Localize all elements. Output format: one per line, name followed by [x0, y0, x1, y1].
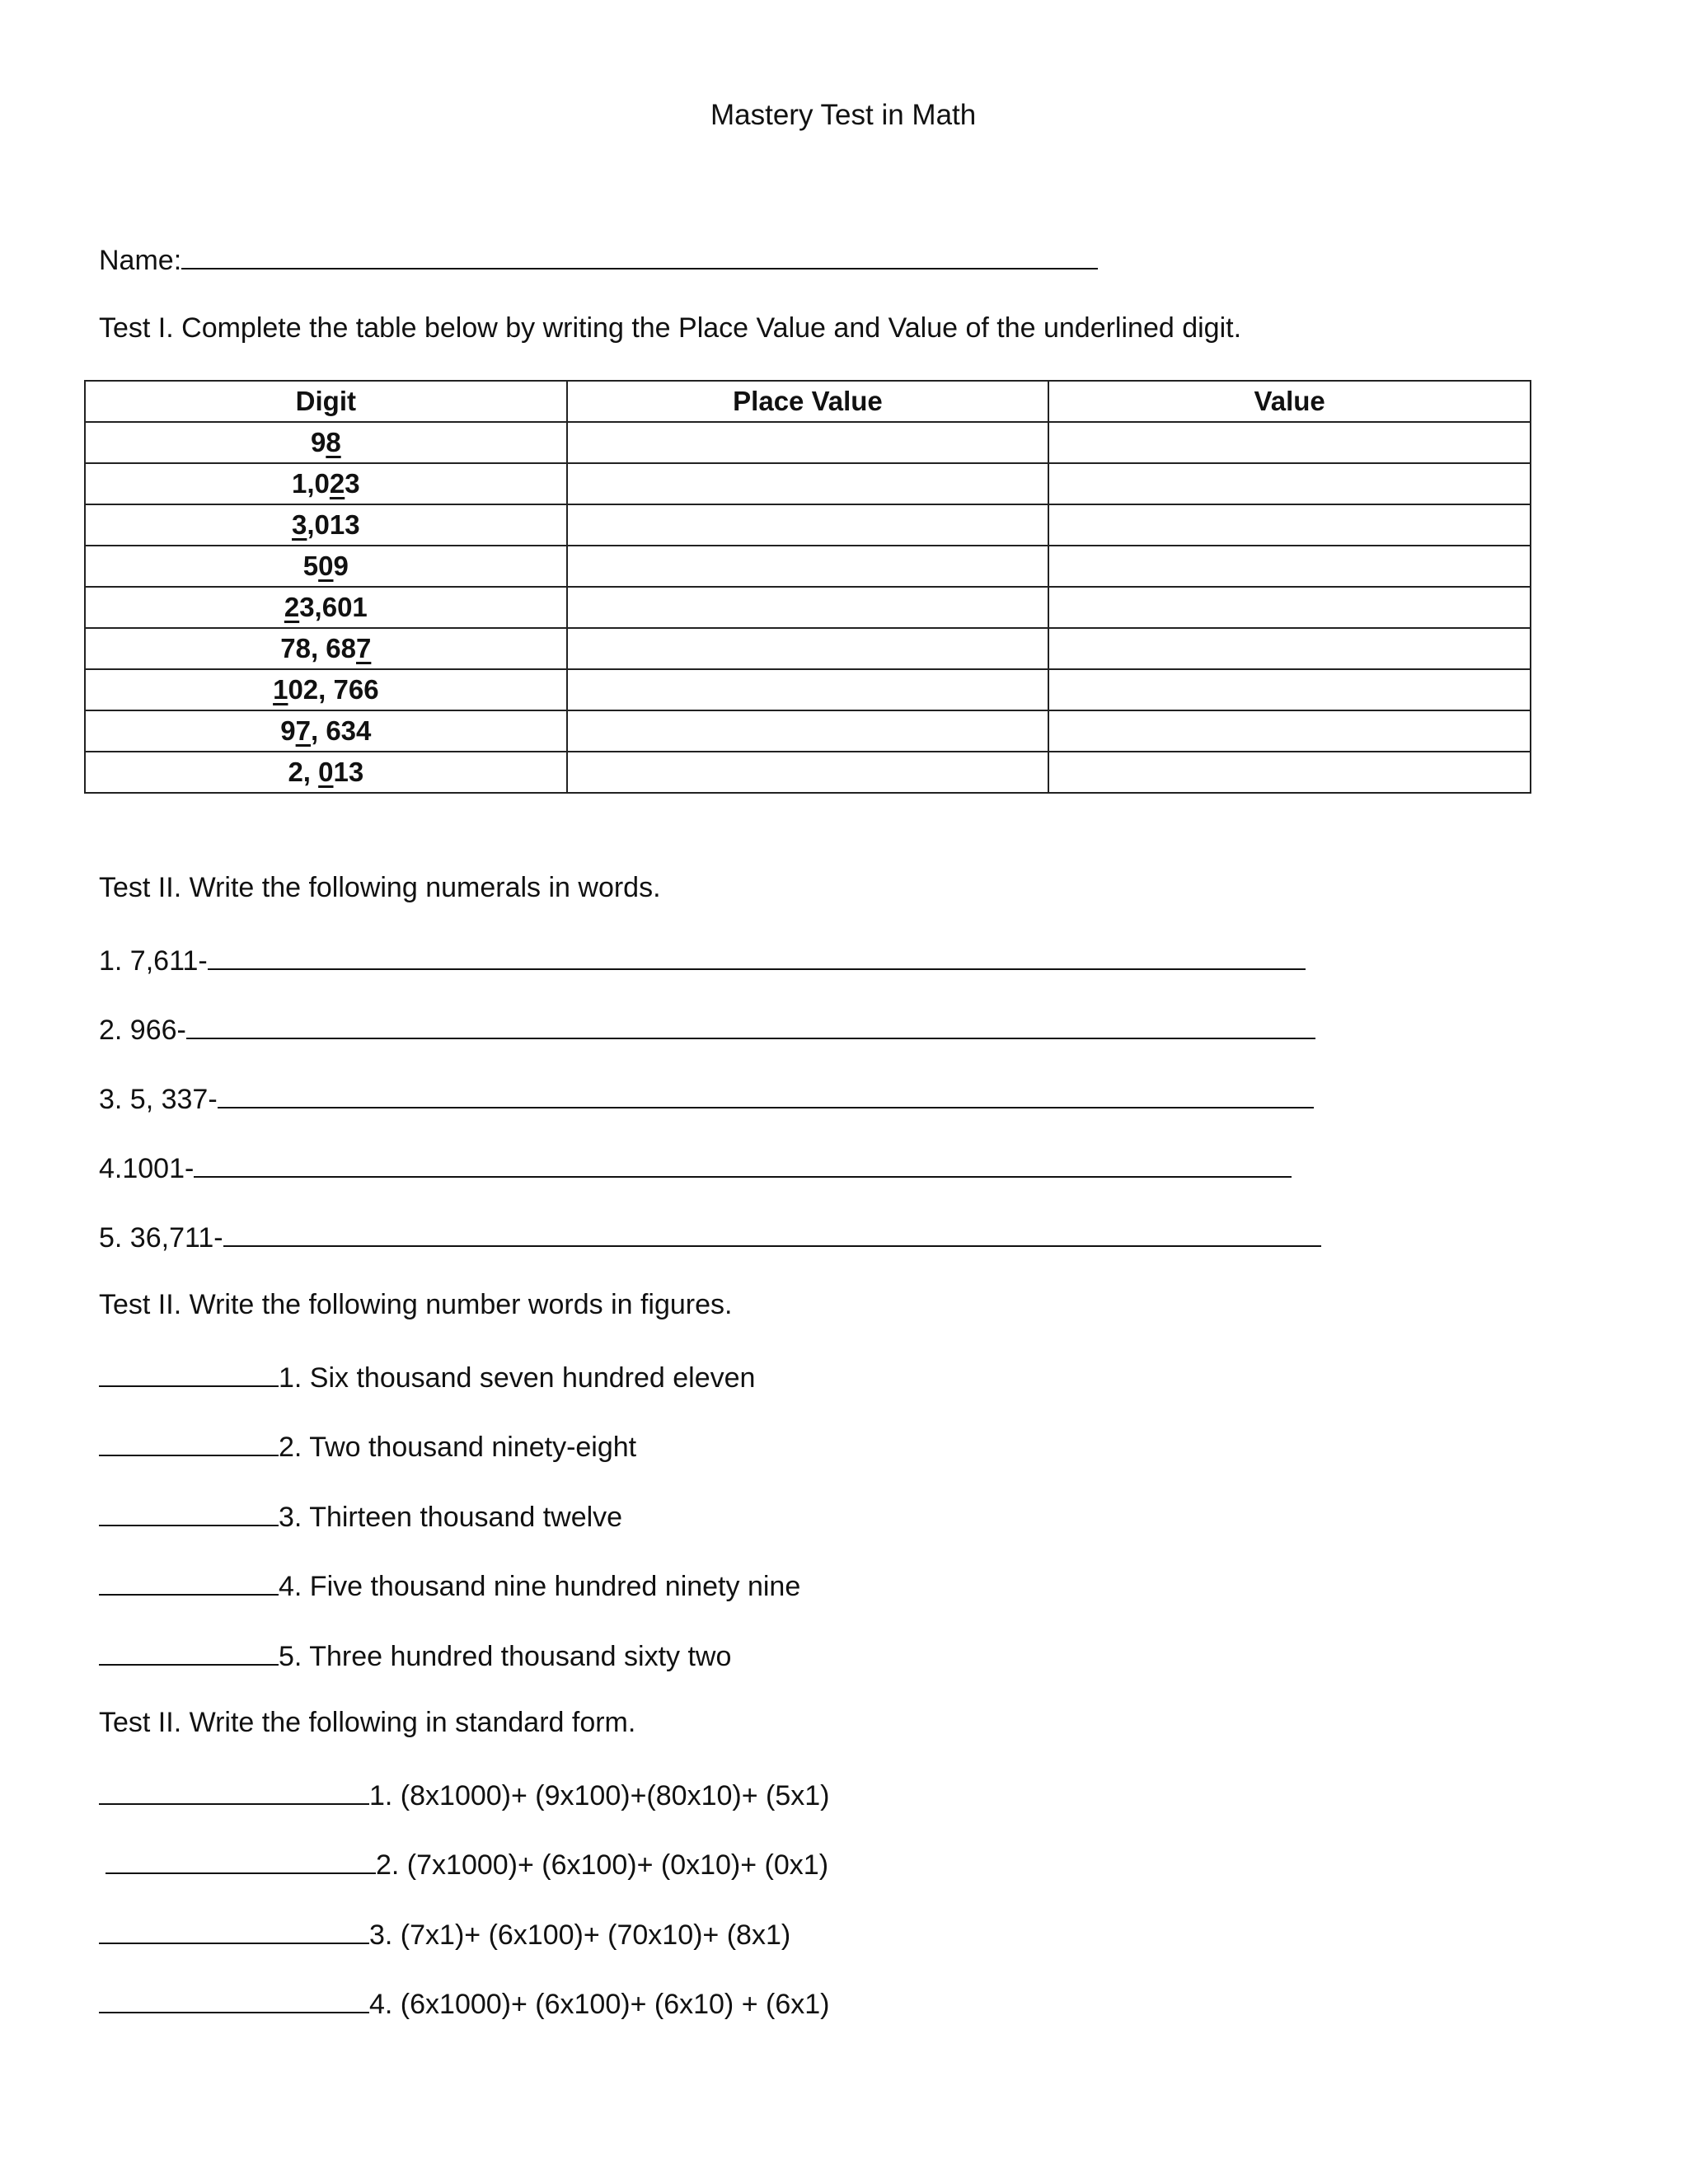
value-cell[interactable]: [1048, 628, 1531, 669]
numeral-item-4[interactable]: [99, 1149, 1292, 1185]
digit-cell: [85, 463, 567, 504]
test4-instruction: Test II. Write the following in standard form.: [99, 1707, 636, 1738]
expression-label: 3. (7x1)+ (6x100)+ (70x10)+ (8x1): [369, 1919, 791, 1951]
name-blank-line: [181, 241, 1098, 269]
underlined-digit: 8: [326, 427, 341, 457]
numeral-label: 1. 7,611-: [99, 945, 208, 977]
table-row: [85, 546, 1531, 587]
digit-text: 3,601: [299, 592, 368, 622]
expression-label: 4. (6x1000)+ (6x100)+ (6x10) + (6x1): [369, 1989, 830, 2020]
place-value-cell[interactable]: [567, 546, 1049, 587]
place-value-cell[interactable]: [567, 463, 1049, 504]
answer-line: [99, 1567, 279, 1596]
answer-line: [186, 1010, 1315, 1039]
value-cell[interactable]: [1048, 669, 1531, 710]
standard-item-2[interactable]: [106, 1845, 828, 1882]
digit-text: 9: [333, 551, 349, 581]
place-value-cell[interactable]: [567, 628, 1049, 669]
value-cell[interactable]: [1048, 422, 1531, 463]
numeral-item-1[interactable]: [99, 941, 1306, 977]
words-label: 4. Five thousand nine hundred ninety nine: [279, 1571, 801, 1602]
standard-item-3[interactable]: [99, 1915, 790, 1952]
place-value-cell[interactable]: [567, 710, 1049, 752]
table-row: [85, 752, 1531, 793]
digit-text: 3: [345, 468, 360, 499]
digit-text: 9: [310, 427, 326, 457]
place-value-cell[interactable]: [567, 504, 1049, 546]
place-value-cell[interactable]: [567, 669, 1049, 710]
words-item-4[interactable]: [99, 1567, 800, 1603]
digit-cell: [85, 504, 567, 546]
digit-text: 02, 766: [288, 674, 379, 705]
expression-label: 2. (7x1000)+ (6x100)+ (0x10)+ (0x1): [376, 1849, 829, 1881]
answer-line: [99, 1637, 279, 1666]
numeral-item-2[interactable]: [99, 1010, 1315, 1047]
table-row: [85, 463, 1531, 504]
words-item-3[interactable]: [99, 1497, 622, 1534]
test1-instruction: Test I. Complete the table below by writing the Place Value and Value of the underlined digit.: [99, 312, 1242, 344]
answer-line: [208, 941, 1306, 970]
place-value-cell[interactable]: [567, 752, 1049, 793]
numeral-item-5[interactable]: [99, 1218, 1321, 1254]
answer-line: [106, 1845, 376, 1874]
table-row: [85, 587, 1531, 628]
underlined-digit: 1: [273, 674, 288, 705]
digit-text: 78, 68: [280, 633, 357, 663]
digit-text: 1,0: [292, 468, 330, 499]
words-item-1[interactable]: [99, 1358, 755, 1394]
answer-line: [99, 1776, 369, 1805]
digit-text: 13: [333, 757, 364, 787]
underlined-digit: 0: [318, 551, 334, 581]
table-row: [85, 710, 1531, 752]
numeral-label: 5. 36,711-: [99, 1222, 223, 1254]
digit-text: , 634: [310, 715, 372, 746]
digit-cell: [85, 752, 567, 793]
value-cell[interactable]: [1048, 546, 1531, 587]
standard-item-4[interactable]: [99, 1985, 829, 2021]
underlined-digit: 3: [292, 509, 307, 540]
test3-instruction: Test II. Write the following number words in figures.: [99, 1289, 733, 1320]
answer-line: [218, 1080, 1314, 1108]
value-cell[interactable]: [1048, 504, 1531, 546]
underlined-digit: 7: [295, 715, 311, 746]
underlined-digit: 0: [318, 757, 334, 787]
place-value-table: [84, 380, 1531, 794]
answer-line: [223, 1218, 1321, 1247]
digit-text: 2,: [288, 757, 319, 787]
answer-line: [99, 1358, 279, 1387]
place-value-cell[interactable]: [567, 587, 1049, 628]
digit-cell: [85, 669, 567, 710]
standard-item-1[interactable]: [99, 1776, 829, 1812]
words-label: 3. Thirteen thousand twelve: [279, 1502, 623, 1533]
digit-cell: [85, 628, 567, 669]
digit-cell: [85, 546, 567, 587]
page-title: Mastery Test in Math: [710, 99, 977, 131]
digit-text: 5: [302, 551, 319, 581]
underlined-digit: 2: [329, 468, 345, 499]
name-label: Name:: [99, 245, 182, 276]
name-field[interactable]: [99, 241, 1098, 277]
digit-cell: [85, 587, 567, 628]
table-row: [85, 628, 1531, 669]
header-value: Value: [1048, 381, 1531, 422]
expression-label: 1. (8x1000)+ (9x100)+(80x10)+ (5x1): [369, 1780, 830, 1811]
value-cell[interactable]: [1048, 710, 1531, 752]
digit-cell: [85, 710, 567, 752]
numeral-label: 4.1001-: [99, 1153, 195, 1184]
header-place-value: Place Value: [567, 381, 1049, 422]
numeral-label: 2. 966-: [99, 1015, 186, 1046]
numeral-label: 3. 5, 337-: [99, 1084, 218, 1115]
place-value-cell[interactable]: [567, 422, 1049, 463]
words-label: 5. Three hundred thousand sixty two: [279, 1641, 732, 1672]
answer-line: [194, 1149, 1292, 1178]
answer-line: [99, 1915, 369, 1944]
numeral-item-3[interactable]: [99, 1080, 1314, 1116]
value-cell[interactable]: [1048, 752, 1531, 793]
test2-instruction: Test II. Write the following numerals in words.: [99, 872, 661, 903]
digit-text: 9: [280, 715, 296, 746]
table-row: [85, 669, 1531, 710]
digit-cell: [85, 422, 567, 463]
words-label: 1. Six thousand seven hundred eleven: [279, 1362, 756, 1394]
words-item-5[interactable]: [99, 1637, 731, 1673]
value-cell[interactable]: [1048, 463, 1531, 504]
underlined-digit: 7: [356, 633, 372, 663]
header-digit: Digit: [85, 381, 567, 422]
table-row: [85, 504, 1531, 546]
table-header-row: [85, 381, 1531, 422]
words-item-2[interactable]: [99, 1427, 636, 1464]
answer-line: [99, 1985, 369, 2013]
answer-line: [99, 1427, 279, 1456]
table-row: [85, 422, 1531, 463]
value-cell[interactable]: [1048, 587, 1531, 628]
answer-line: [99, 1497, 279, 1526]
digit-text: ,013: [307, 509, 360, 540]
underlined-digit: 2: [284, 592, 300, 622]
words-label: 2. Two thousand ninety-eight: [279, 1432, 637, 1463]
